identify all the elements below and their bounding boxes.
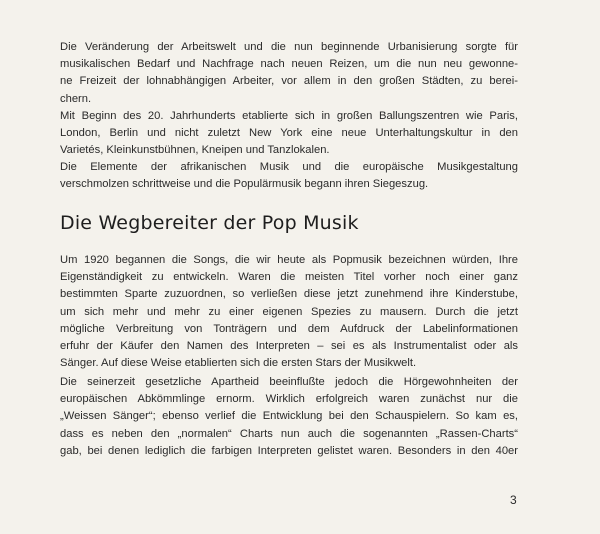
text-line: dass es neben den „normalen“ Charts nun auch die sogenannten „Rassen-Charts“ xyxy=(60,427,518,440)
text-line: Eigenständigkeit zu entwickeln. Waren die meisten Titel vorher noch einer ganz xyxy=(60,271,518,284)
text-line: musikalischen Bedarf und Nachfrage nach neuen Reizen, um die nun neu gewonne- xyxy=(60,58,518,71)
text-line: bestimmten Sparte zuzuordnen, so verließen diese jetzt zunehmend ihre Kinderstube, xyxy=(60,288,518,301)
text-line: verschmolzen schrittweise und die Populärmusik begann ihren Siegeszug. xyxy=(60,178,429,191)
text-line: „Weissen Sänger“; ebenso verlief die Entwicklung bei den Schauspielern. So kam es, xyxy=(60,410,518,423)
paragraph-urbanisation xyxy=(60,39,518,159)
text-line: Die Elemente der afrikanischen Musik und die europäische Musikgestaltung xyxy=(60,161,518,173)
text-line: ne Freizeit der lohnabhängigen Arbeiter, vor allem in den großen Städten, zu berei- xyxy=(60,75,518,88)
paragraph-apartheid xyxy=(60,374,518,460)
paragraph-african-elements xyxy=(60,159,518,193)
text-line: Die seinerzeit gesetzliche Apartheid beeinflußte jedoch die Hörgewohnheiten der xyxy=(60,376,518,388)
text-line: chern. xyxy=(60,92,92,105)
text-line: Sänger. Auf diese Weise etablierten sich die ersten Stars der Musikwelt. xyxy=(60,357,417,370)
text-line: Mit Beginn des 20. Jahrhunderts etablierte sich in großen Ballungszentren wie Paris, xyxy=(60,109,518,122)
paragraph-1920-songs xyxy=(60,252,518,372)
text-line: Varietés, Kleinkunstbühnen, Kneipen und Tanzlokalen. xyxy=(60,144,330,157)
text-line: Um 1920 begannen die Songs, die wir heute als Popmusik bezeichnen würden, Ihre xyxy=(60,254,518,266)
text-line: erfuhr der Käufer den Namen des Interpreten – sei es als Instrumentalist oder als xyxy=(60,340,518,353)
page-number: 3 xyxy=(510,493,517,507)
text-line: London, Berlin und nicht zuletzt New York eine neue Unterhaltungskultur in den xyxy=(60,127,518,140)
text-line: mögliche Verbreitung von Tonträgern und dem Aufdruck der Labelinformationen xyxy=(60,322,518,335)
text-line: europäischen Abkömmlinge ernorm. Wirklich erfolgreich waren zunächst nur die xyxy=(60,393,518,406)
section-heading: Die Wegbereiter der Pop Musik xyxy=(60,212,359,234)
text-line: Die Veränderung der Arbeitswelt und die nun beginnende Urbanisierung sorgte für xyxy=(60,41,518,53)
text-line: um sich mehr und mehr zu einer eigenen Spezies zu mausern. Durch die jetzt xyxy=(60,305,518,318)
text-line: gab, bei denen lediglich die farbigen Interpreten gelistet waren. Besonders in den 40er xyxy=(60,444,518,457)
